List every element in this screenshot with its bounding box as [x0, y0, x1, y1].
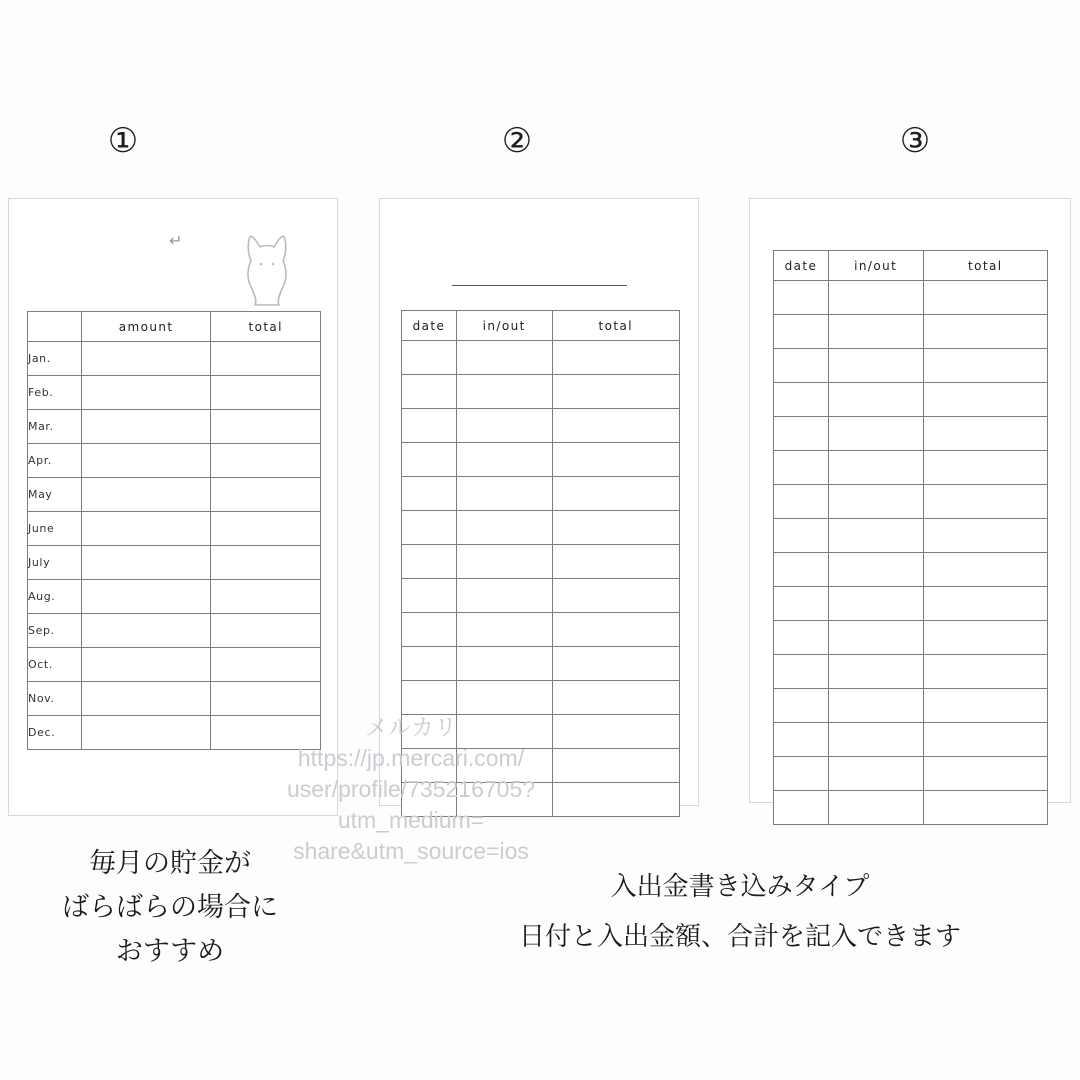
cell-month: Mar.	[28, 410, 82, 444]
notebook-page-3	[749, 198, 1071, 803]
cell-inout	[828, 519, 923, 553]
cell-total	[923, 621, 1047, 655]
watermark-line-3: user/profile/735216705?	[286, 776, 536, 802]
caption-right-line-2: 日付と入出金額、合計を記入できます	[518, 922, 961, 952]
cell-date	[402, 749, 457, 783]
cell-amount	[81, 614, 211, 648]
table-header-row	[402, 311, 680, 341]
inout-table-body-2	[402, 341, 680, 817]
table-row	[402, 749, 680, 783]
cell-date	[402, 613, 457, 647]
cell-total	[923, 723, 1047, 757]
table-row	[28, 512, 321, 546]
cell-inout	[828, 281, 923, 315]
cell-total	[923, 655, 1047, 689]
cell-month: Oct.	[28, 648, 82, 682]
table-row	[28, 682, 321, 716]
table-header-row	[28, 312, 321, 342]
cell-total	[211, 648, 321, 682]
cell-date	[402, 375, 457, 409]
caption-left	[20, 842, 320, 974]
cell-date	[774, 791, 829, 825]
cell-total	[923, 417, 1047, 451]
squiggle-doodle-icon: ↵	[169, 231, 183, 250]
cell-amount	[81, 342, 211, 376]
cell-inout	[456, 443, 552, 477]
watermark-line-5: share&utm_source=ios	[293, 838, 529, 864]
cell-date	[774, 655, 829, 689]
cell-total	[923, 281, 1047, 315]
cell-date	[774, 485, 829, 519]
cell-total	[211, 716, 321, 750]
watermark-line-1: メルカリ	[365, 714, 457, 740]
cell-total	[552, 511, 679, 545]
cell-inout	[456, 477, 552, 511]
cell-inout	[828, 621, 923, 655]
table-row	[402, 647, 680, 681]
cell-amount	[81, 580, 211, 614]
cell-month: Aug.	[28, 580, 82, 614]
cell-total	[923, 451, 1047, 485]
cell-month: Nov.	[28, 682, 82, 716]
cell-inout	[456, 341, 552, 375]
caption-left-line-3: おすすめ	[115, 936, 225, 967]
cell-amount	[81, 716, 211, 750]
cell-date	[774, 383, 829, 417]
cell-total	[552, 409, 679, 443]
cell-date	[402, 341, 457, 375]
cell-date	[402, 783, 457, 817]
cell-month: July	[28, 546, 82, 580]
column-header-date: date	[774, 251, 829, 281]
cell-total	[923, 553, 1047, 587]
table-row	[28, 478, 321, 512]
cell-inout	[456, 749, 552, 783]
table-row	[402, 715, 680, 749]
table-row	[774, 451, 1048, 485]
column-header-total: total	[923, 251, 1047, 281]
cell-inout	[456, 545, 552, 579]
watermark-line-2: https://jp.mercari.com/	[297, 745, 525, 771]
column-header-total: total	[211, 312, 321, 342]
savings-table	[27, 311, 321, 750]
table-row	[774, 281, 1048, 315]
table-row	[28, 614, 321, 648]
table-row	[774, 587, 1048, 621]
caption-left-line-2: ばらばらの場合に	[62, 892, 278, 923]
cell-inout	[456, 681, 552, 715]
cell-amount	[81, 648, 211, 682]
cell-inout	[456, 511, 552, 545]
cell-date	[402, 579, 457, 613]
cell-total	[211, 342, 321, 376]
table-row	[402, 579, 680, 613]
cell-month: Jan.	[28, 342, 82, 376]
column-header-amount: amount	[81, 312, 211, 342]
table-row	[402, 443, 680, 477]
cell-inout	[828, 553, 923, 587]
cell-total	[211, 580, 321, 614]
cell-total	[923, 757, 1047, 791]
cell-total	[923, 485, 1047, 519]
cell-amount	[81, 546, 211, 580]
number-label-3: ③	[899, 121, 931, 161]
cell-total	[211, 682, 321, 716]
cell-total	[552, 375, 679, 409]
cell-date	[402, 409, 457, 443]
table-row	[28, 546, 321, 580]
table-row	[28, 444, 321, 478]
cell-inout	[456, 715, 552, 749]
table-row	[402, 409, 680, 443]
number-label-1: ①	[107, 121, 139, 161]
cell-total	[923, 315, 1047, 349]
table-row	[774, 621, 1048, 655]
cell-total	[552, 783, 679, 817]
cell-date	[774, 451, 829, 485]
cell-date	[774, 587, 829, 621]
cell-date	[774, 315, 829, 349]
table-row	[774, 655, 1048, 689]
cell-total	[211, 614, 321, 648]
table-row	[774, 757, 1048, 791]
cell-month: May	[28, 478, 82, 512]
inout-table-body-3	[774, 281, 1048, 825]
cell-inout	[456, 613, 552, 647]
cell-total	[552, 579, 679, 613]
table-header-row	[774, 251, 1048, 281]
cell-inout	[828, 587, 923, 621]
cell-amount	[81, 512, 211, 546]
column-header-total: total	[552, 311, 679, 341]
cell-inout	[828, 655, 923, 689]
cell-total	[552, 647, 679, 681]
cell-total	[211, 376, 321, 410]
cat-outline-icon	[237, 231, 293, 309]
cell-total	[923, 587, 1047, 621]
cell-total	[923, 349, 1047, 383]
cell-inout	[828, 451, 923, 485]
cell-date	[774, 349, 829, 383]
table-row	[774, 383, 1048, 417]
cell-total	[552, 613, 679, 647]
caption-left-line-1: 毎月の貯金が	[89, 848, 251, 879]
cell-month: Dec.	[28, 716, 82, 750]
caption-right	[420, 862, 1060, 962]
table-row	[774, 315, 1048, 349]
column-header-inout: in/out	[456, 311, 552, 341]
cell-total	[211, 410, 321, 444]
cell-date	[402, 715, 457, 749]
inout-table-small	[401, 310, 680, 817]
table-row	[28, 410, 321, 444]
cell-inout	[456, 579, 552, 613]
cell-inout	[828, 485, 923, 519]
table-row	[28, 580, 321, 614]
table-row	[774, 417, 1048, 451]
cell-date	[774, 519, 829, 553]
cell-total	[211, 546, 321, 580]
cell-total	[211, 478, 321, 512]
cell-month: Sep.	[28, 614, 82, 648]
table-row	[774, 519, 1048, 553]
cell-inout	[828, 723, 923, 757]
cell-inout	[828, 791, 923, 825]
table-row	[402, 783, 680, 817]
cell-date	[774, 621, 829, 655]
cell-inout	[456, 409, 552, 443]
cell-total	[552, 443, 679, 477]
cell-date	[774, 553, 829, 587]
cell-amount	[81, 682, 211, 716]
cell-total	[923, 689, 1047, 723]
cell-total	[552, 749, 679, 783]
cell-month: Feb.	[28, 376, 82, 410]
cell-amount	[81, 376, 211, 410]
cell-total	[923, 519, 1047, 553]
watermark-line-4: utm_medium=	[337, 807, 485, 833]
cell-date	[402, 477, 457, 511]
table-row	[774, 553, 1048, 587]
cell-inout	[828, 349, 923, 383]
cell-month: Apr.	[28, 444, 82, 478]
cell-date	[774, 689, 829, 723]
table-row	[28, 716, 321, 750]
cell-amount	[81, 410, 211, 444]
cell-total	[552, 341, 679, 375]
table-row	[402, 613, 680, 647]
cell-inout	[456, 647, 552, 681]
cell-date	[402, 443, 457, 477]
number-label-2: ②	[501, 121, 533, 161]
table-row	[402, 477, 680, 511]
cell-date	[402, 511, 457, 545]
table-row	[774, 349, 1048, 383]
memo-rule-line	[452, 285, 627, 286]
notebook-page-1	[8, 198, 338, 816]
column-header-inout: in/out	[828, 251, 923, 281]
table-row	[402, 511, 680, 545]
cell-date	[774, 281, 829, 315]
table-row	[774, 723, 1048, 757]
cell-total	[923, 383, 1047, 417]
cell-inout	[828, 417, 923, 451]
table-row	[28, 648, 321, 682]
table-row	[774, 791, 1048, 825]
table-row	[28, 342, 321, 376]
table-row	[402, 375, 680, 409]
table-row	[402, 545, 680, 579]
cell-total	[211, 512, 321, 546]
caption-right-line-1: 入出金書き込みタイプ	[610, 872, 870, 902]
cell-month: June	[28, 512, 82, 546]
cell-total	[552, 715, 679, 749]
cell-date	[402, 681, 457, 715]
table-row	[774, 485, 1048, 519]
cell-total	[211, 444, 321, 478]
cell-date	[774, 723, 829, 757]
cell-inout	[828, 315, 923, 349]
cell-total	[552, 681, 679, 715]
table-row	[402, 341, 680, 375]
notebook-page-2	[379, 198, 699, 806]
inout-table-large	[773, 250, 1048, 825]
cell-inout	[828, 383, 923, 417]
cell-amount	[81, 444, 211, 478]
cell-date	[402, 545, 457, 579]
cell-total	[552, 477, 679, 511]
cell-date	[402, 647, 457, 681]
column-header-date: date	[402, 311, 457, 341]
cell-amount	[81, 478, 211, 512]
cell-total	[552, 545, 679, 579]
cell-inout	[456, 783, 552, 817]
cell-date	[774, 417, 829, 451]
cell-date	[774, 757, 829, 791]
cell-total	[923, 791, 1047, 825]
cell-inout	[828, 689, 923, 723]
cell-inout	[456, 375, 552, 409]
table-row	[774, 689, 1048, 723]
column-header-month	[28, 312, 82, 342]
table-row	[402, 681, 680, 715]
cell-inout	[828, 757, 923, 791]
table-row	[28, 376, 321, 410]
